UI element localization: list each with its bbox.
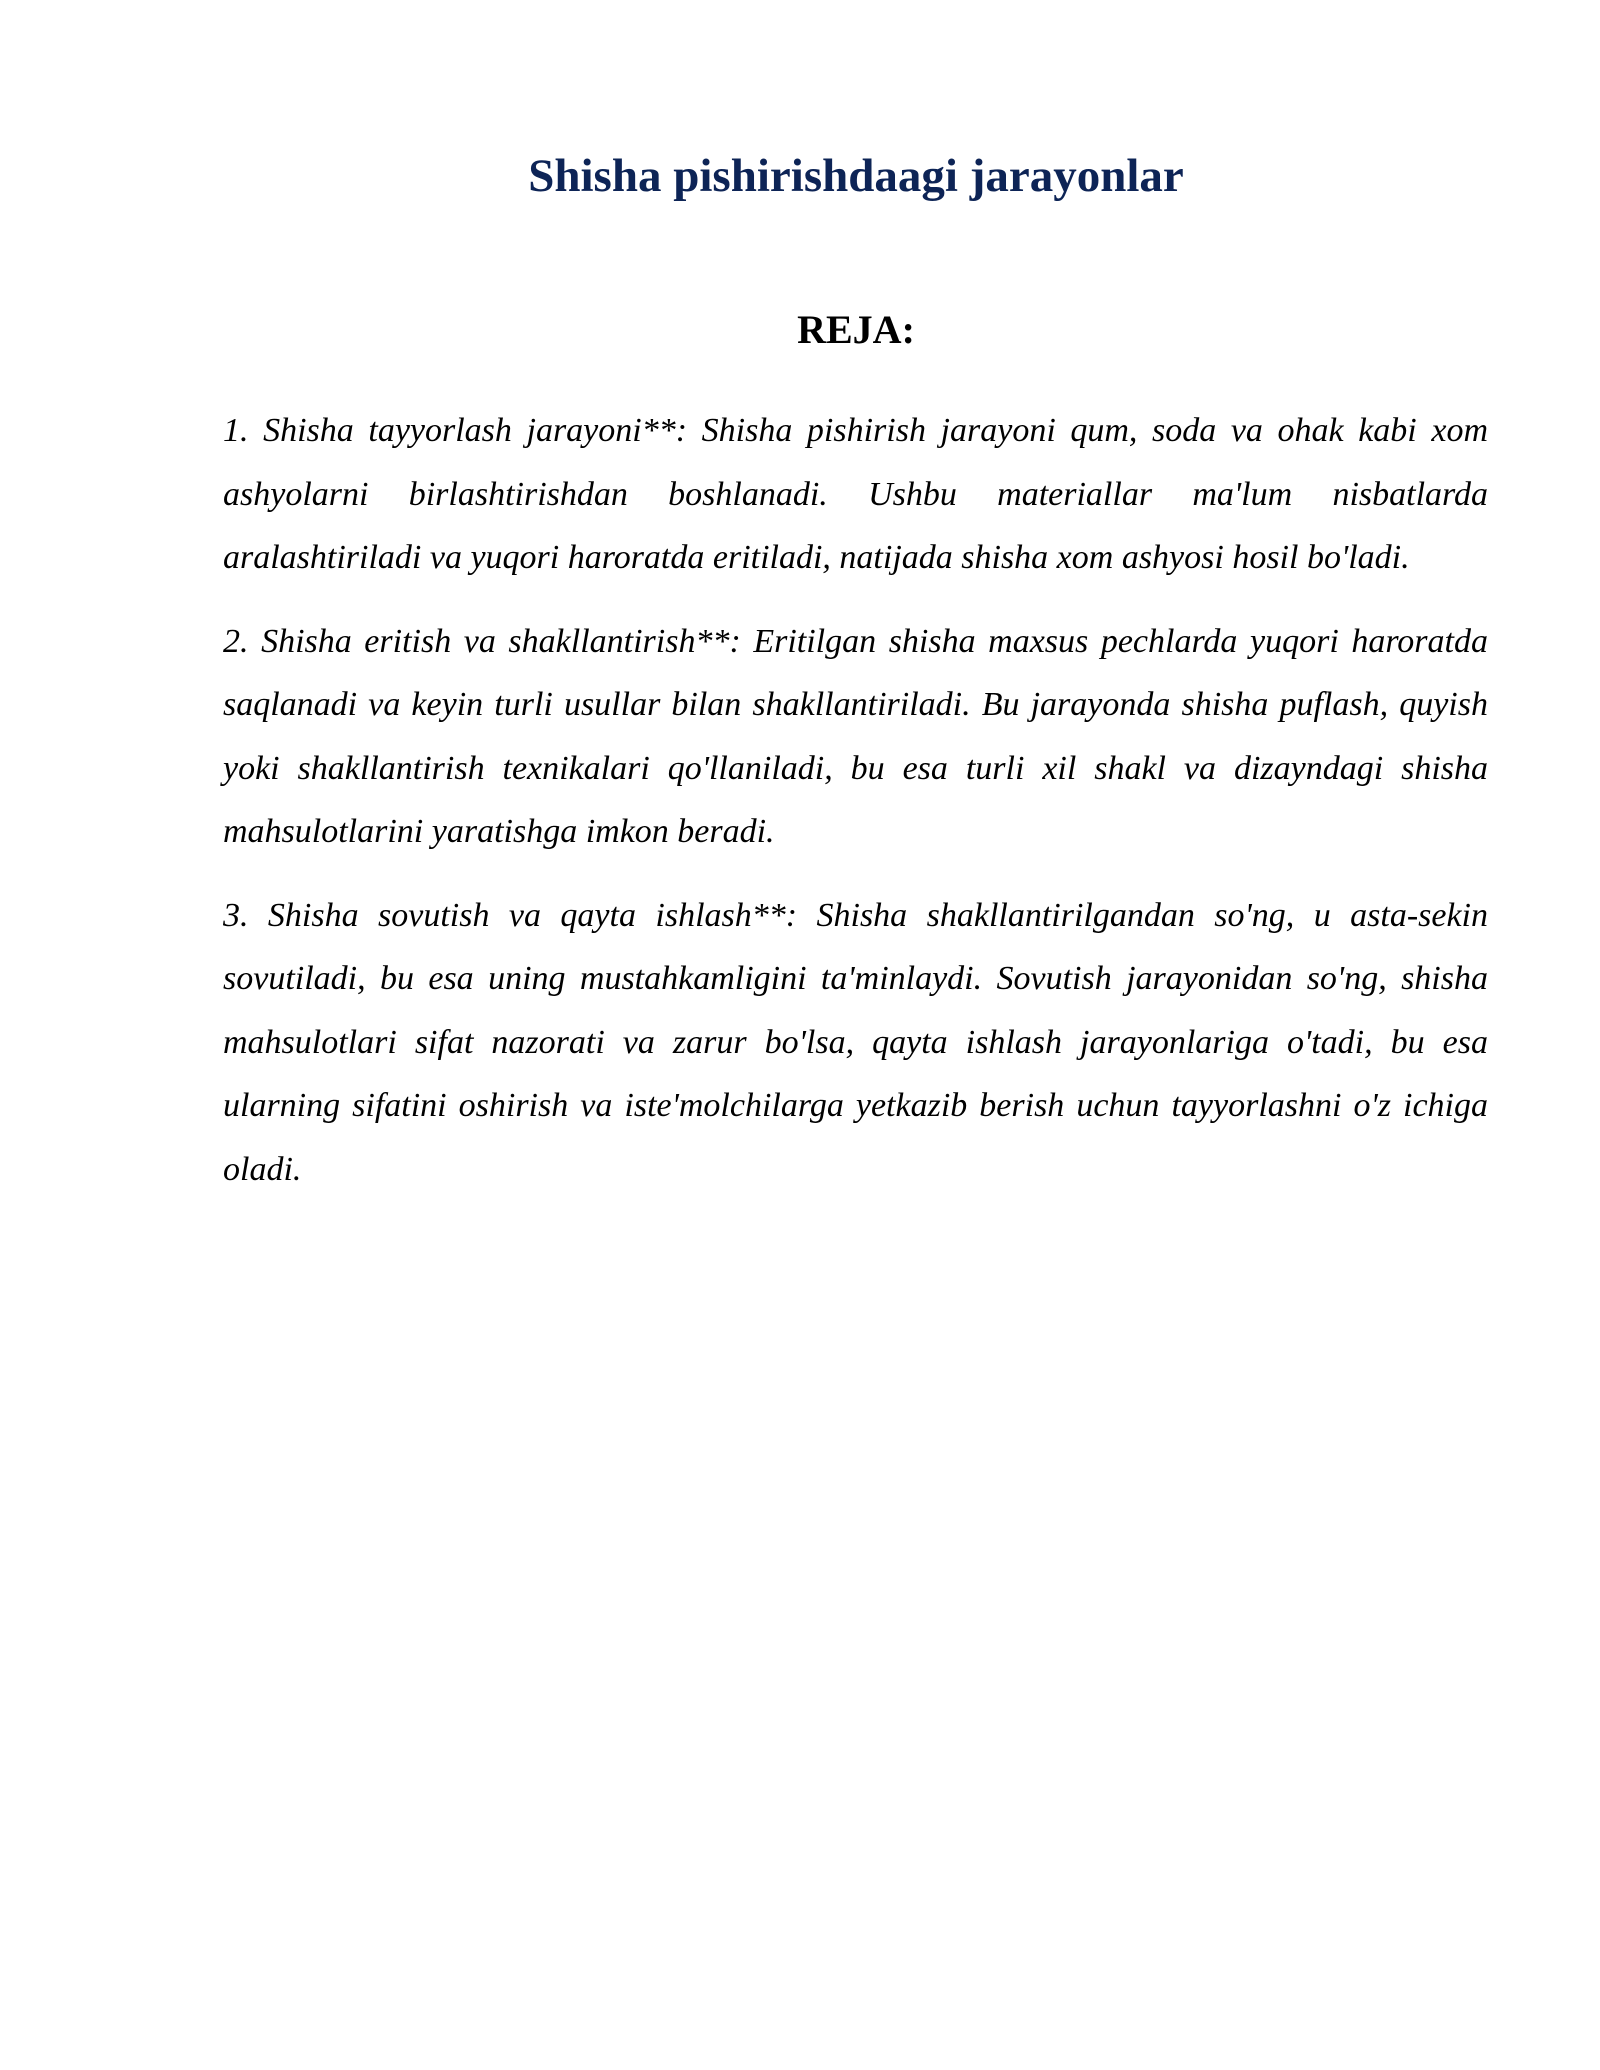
plan-heading: REJA:	[797, 307, 915, 352]
document-title: Shisha pishirishdaagi jarayonlar	[528, 150, 1184, 202]
paragraph-1: 1. Shisha tayyorlash jarayoni**: Shisha pishirish jarayoni qum, soda va ohak kabi xom ashyolarni birlashtirishdan boshlanadi. Ushbu materiallar ma'lum nisbatlarda aralashtiriladi va yuqori haroratda eritiladi, natijada shisha xom ashyosi hosil bo'ladi.	[223, 412, 1488, 576]
paragraph-2: 2. Shisha eritish va shakllantirish**: Eritilgan shisha maxsus pechlarda yuqori haroratda saqlanadi va keyin turli usullar bilan shakllantiriladi. Bu jarayonda shisha puflash, quyish yoki shakllantirish texnikalari qo'llaniladi, bu esa turli xil shakl va dizayndagi shisha mahsulotlarini yaratishga imkon beradi.	[223, 622, 1488, 850]
paragraph-3: 3. Shisha sovutish va qayta ishlash**: Shisha shakllantirilgandan so'ng, u asta-sekin sovutiladi, bu esa uning mustahkamligini ta'minlaydi. Sovutish jarayonidan so'ng, shisha mahsulotlari sifat nazorati va zarur bo'lsa, qayta ishlash jarayonlariga o'tadi, bu esa ularning sifatini oshirish va iste'molchilarga yetkazib berish uchun tayyorlashni o'z ichiga oladi.	[223, 896, 1488, 1188]
document-body	[223, 399, 1488, 1221]
